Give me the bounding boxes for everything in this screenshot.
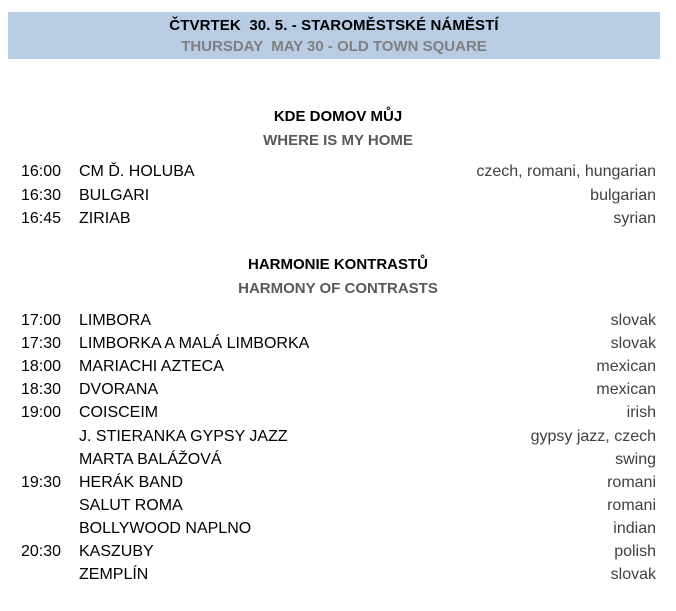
performer-genre: romani <box>607 497 656 514</box>
section-title: KDE DOMOV MŮJ <box>273 108 403 125</box>
schedule-row <box>0 335 676 357</box>
schedule-row <box>0 520 676 542</box>
performer-name: BULGARI <box>79 187 150 204</box>
performer-genre: polish <box>614 543 656 560</box>
performer-name: DVORANA <box>79 381 159 398</box>
performer-name: COISCEIM <box>79 404 159 421</box>
performer-name: LIMBORKA A MALÁ LIMBORKA <box>79 335 310 352</box>
performer-genre: swing <box>615 451 656 468</box>
section-subtitle: WHERE IS MY HOME <box>263 132 413 149</box>
header-banner <box>8 12 660 59</box>
performance-time: 17:30 <box>21 335 62 352</box>
performance-time: 17:00 <box>21 312 62 329</box>
performance-time: 16:45 <box>21 210 62 227</box>
schedule-row <box>0 543 676 565</box>
header-title-czech: ČTVRTEK 30. 5. - STAROMĚSTSKÉ NÁMĚSTÍ <box>169 17 499 34</box>
schedule-row <box>0 566 676 588</box>
schedule-row <box>0 163 676 185</box>
schedule-row <box>0 451 676 473</box>
section-subtitle: HARMONY OF CONTRASTS <box>238 280 438 297</box>
performer-name: ZIRIAB <box>79 210 131 227</box>
performance-time: 16:30 <box>21 187 62 204</box>
performer-genre: irish <box>626 404 656 421</box>
schedule-row <box>0 210 676 232</box>
performer-name: BOLLYWOOD NAPLNO <box>79 520 252 537</box>
performance-time: 20:30 <box>21 543 62 560</box>
performer-genre: gypsy jazz, czech <box>530 428 656 445</box>
performer-genre: mexican <box>596 381 656 398</box>
performer-name: ZEMPLÍN <box>79 566 149 583</box>
performance-time: 19:00 <box>21 404 62 421</box>
performer-name: HERÁK BAND <box>79 474 184 491</box>
performer-name: MARIACHI AZTECA <box>79 358 224 375</box>
performance-time: 18:30 <box>21 381 62 398</box>
schedule-row <box>0 381 676 403</box>
performer-name: SALUT ROMA <box>79 497 183 514</box>
schedule-row <box>0 428 676 450</box>
schedule-row <box>0 474 676 496</box>
section-title: HARMONIE KONTRASTŮ <box>248 256 428 273</box>
header-title-english: THURSDAY MAY 30 - OLD TOWN SQUARE <box>181 38 487 55</box>
performer-genre: mexican <box>596 358 656 375</box>
performer-name: KASZUBY <box>79 543 154 560</box>
performer-genre: indian <box>613 520 656 537</box>
performer-genre: slovak <box>610 312 656 329</box>
performer-genre: bulgarian <box>590 187 656 204</box>
schedule-row <box>0 187 676 209</box>
performer-genre: slovak <box>610 335 656 352</box>
performer-genre: syrian <box>613 210 656 227</box>
schedule-row <box>0 404 676 426</box>
performer-name: MARTA BALÁŽOVÁ <box>79 451 222 468</box>
performance-time: 18:00 <box>21 358 62 375</box>
performer-name: J. STIERANKA GYPSY JAZZ <box>79 428 288 445</box>
performance-time: 19:30 <box>21 474 62 491</box>
performer-genre: romani <box>607 474 656 491</box>
performer-genre: czech, romani, hungarian <box>476 163 656 180</box>
schedule-row <box>0 312 676 334</box>
performer-name: CM Ď. HOLUBA <box>79 163 195 180</box>
performer-genre: slovak <box>610 566 656 583</box>
schedule-row <box>0 497 676 519</box>
performer-name: LIMBORA <box>79 312 152 329</box>
performance-time: 16:00 <box>21 163 62 180</box>
schedule-row <box>0 358 676 380</box>
